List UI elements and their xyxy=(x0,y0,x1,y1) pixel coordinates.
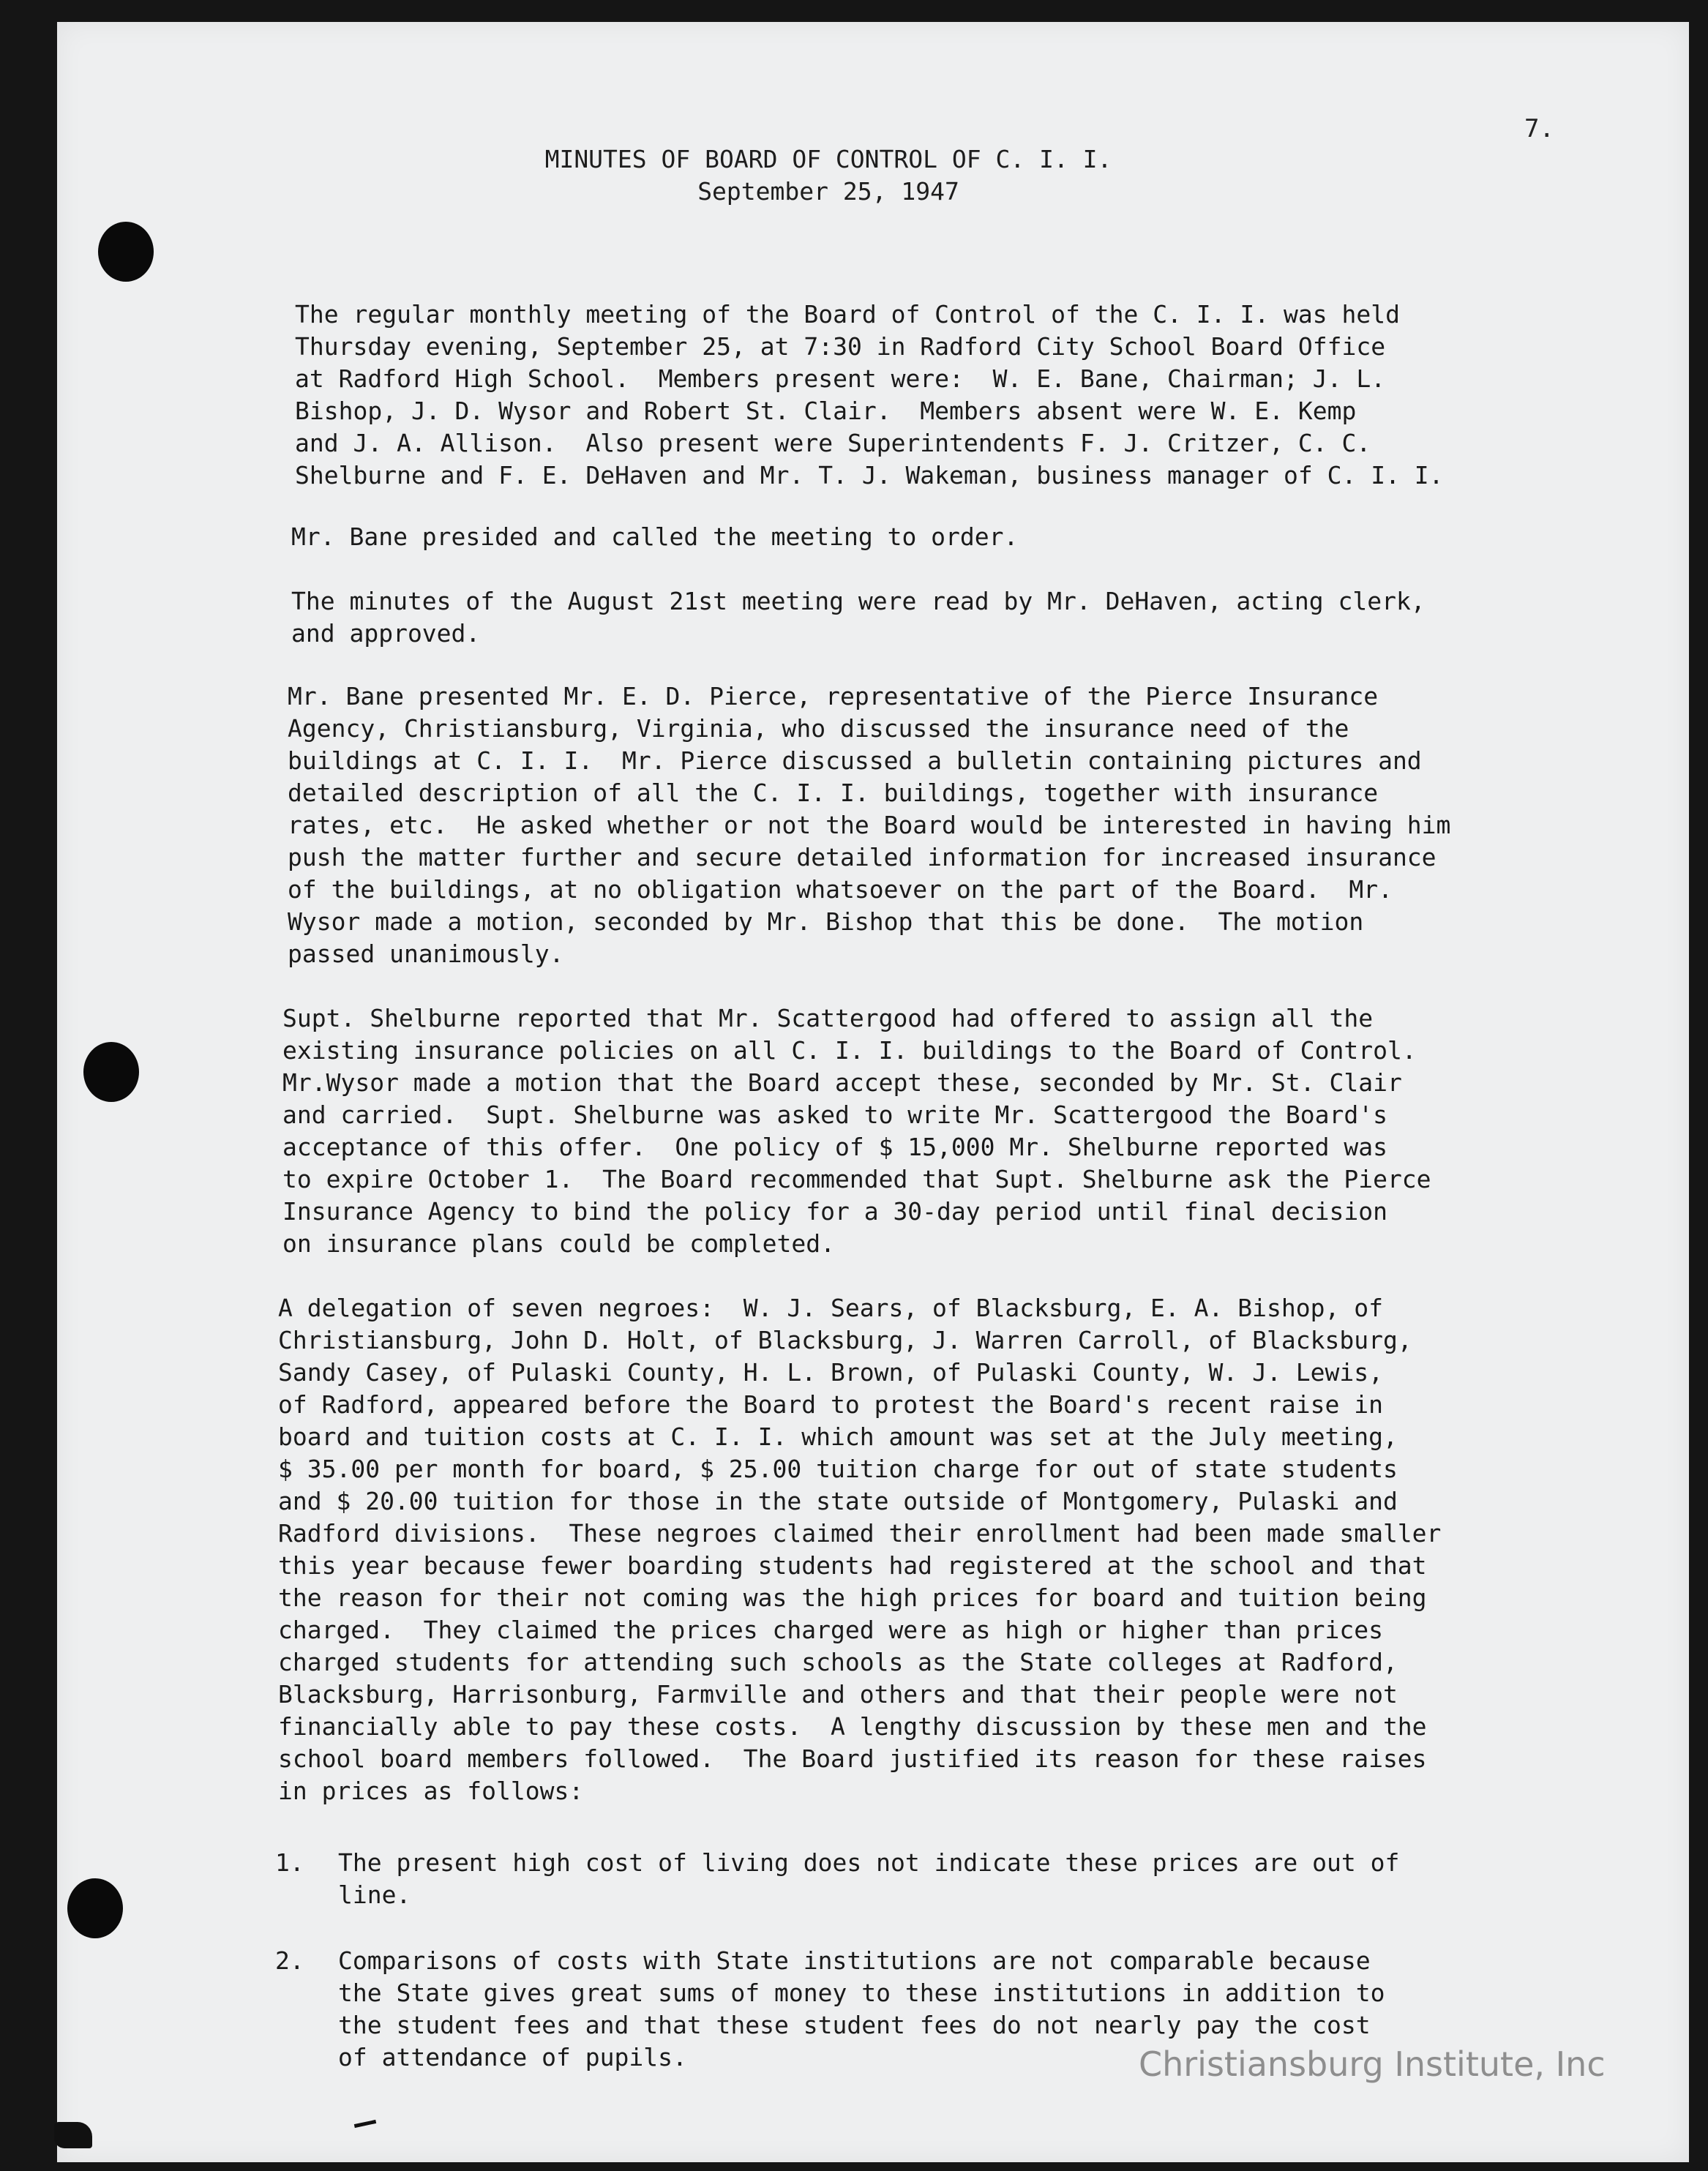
list-number: 2. xyxy=(275,1946,304,1975)
list-text: The present high cost of living does not indicate these prices are out of line. xyxy=(338,1848,1400,1909)
document-title: MINUTES OF BOARD OF CONTROL OF C. I. I. xyxy=(544,145,1112,173)
document-date: September 25, 1947 xyxy=(697,177,959,206)
watermark: Christiansburg Institute, Inc xyxy=(1139,2044,1606,2084)
punch-hole-top xyxy=(98,222,154,282)
paragraph-presided: Mr. Bane presided and called the meeting to order. xyxy=(291,522,1019,551)
list-number: 1. xyxy=(275,1848,304,1877)
paragraph-pierce-insurance: Mr. Bane presented Mr. E. D. Pierce, representative of the Pierce Insurance Agency, Christiansburg, Virginia, who discussed the insurance need of the buildings at C. I. I. Mr. Pierce discussed a bulletin containing pictures and detailed description of all the C. I. I. buildings, together with insurance rates, etc. He asked whether or not the Board would be interested in having him push the matter further and secure detailed information for increased insurance of the buildings, at no obligation whatsoever on the part of the Board. Mr. Wysor made a motion, seconded by Mr. Bishop that this be done. The motion passed unanimously. xyxy=(288,682,1451,968)
page-number: 7. xyxy=(1524,114,1554,143)
paragraph-delegation: A delegation of seven negroes: W. J. Sears, of Blacksburg, E. A. Bishop, of Christiansburg, John D. Holt, of Blacksburg, J. Warren Carroll, of Blacksburg, Sandy Casey, of Pulaski County, H. L. Brown, of Pulaski County, W. J. Lewis, of Radford, appeared before the Board to protest the Board's recent raise in board and tuition costs at C. I. I. which amount was set at the July meeting, $ 35.00 per month for board, $ 25.00 tuition charge for out of state students and $ 20.00 tuition for those in the state outside of Montgomery, Pulaski and Radford divisions. These negroes claimed their enrollment had been made smaller this year because fewer boarding students had registered at the school and that the reason for their not coming was the high prices for board and tuition being charged. They claimed the prices charged were as high or higher than prices charged students for attending such schools as the State colleges at Radford, Blacksburg, Harrisonburg, Farmville and others and that their people were not financially able to pay these costs. A lengthy discussion by these men and the school board members followed. The Board justified its reason for these raises in prices as follows: xyxy=(278,1294,1442,1805)
punch-hole-bottom xyxy=(67,1878,123,1938)
paragraph-scattergood-policies: Supt. Shelburne reported that Mr. Scattergood had offered to assign all the existing insurance policies on all C. I. I. buildings to the Board of Control. Mr.Wysor made a motion that the Board accept these, seconded by Mr. St. Clair and carried. Supt. Shelburne was asked to write Mr. Scattergood the Board's acceptance of this offer. One policy of $ 15,000 Mr. Shelburne reported was to expire October 1. The Board recommended that Supt. Shelburne ask the Pierce Insurance Agency to bind the policy for a 30-day period until final decision on insurance plans could be completed. xyxy=(282,1004,1431,1258)
punch-hole-middle xyxy=(83,1042,139,1102)
document-heading xyxy=(0,143,1708,208)
paragraph-meeting-opening: The regular monthly meeting of the Board of Control of the C. I. I. was held Thursday evening, September 25, at 7:30 in Radford City School Board Office at Radford High School. Members present were: W. E. Bane, Chairman; J. L. Bishop, J. D. Wysor and Robert St. Clair. Members absent were W. E. Kemp and J. A. Allison. Also present were Superintendents F. J. Critzer, C. C. Shelburne and F. E. DeHaven and Mr. T. J. Wakeman, business manager of C. I. I. xyxy=(295,300,1444,490)
ink-smudge-mark xyxy=(54,2122,92,2148)
paragraph-minutes-approved: The minutes of the August 21st meeting were read by Mr. DeHaven, acting clerk, and approved. xyxy=(291,587,1426,648)
list-text: Comparisons of costs with State institutions are not comparable because the State gives great sums of money to these institutions in addition to the student fees and that these student fees do not nearly pay the cost of attendance of pupils. xyxy=(338,1946,1385,2071)
